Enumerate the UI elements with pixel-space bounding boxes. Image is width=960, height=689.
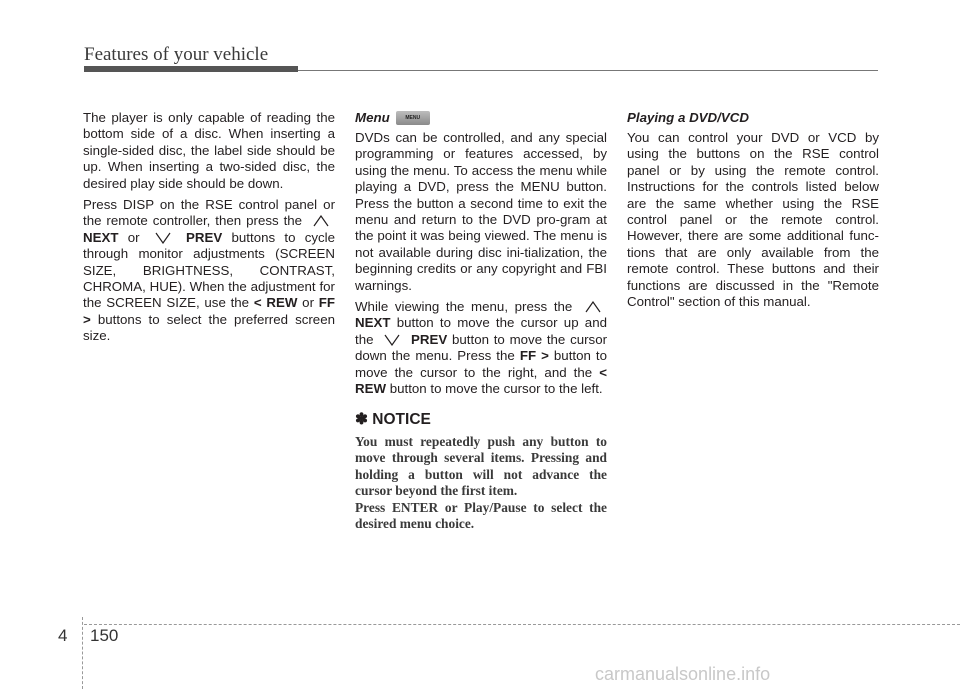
page-number: 150 bbox=[90, 626, 119, 645]
footer-rule bbox=[84, 624, 960, 625]
footer-divider bbox=[82, 617, 83, 689]
header-rule bbox=[298, 70, 878, 71]
notice-text-2: Press ENTER or Play/Pause to select the desired menu choice. bbox=[355, 499, 607, 531]
down-arrow-icon bbox=[155, 232, 171, 244]
column-1 bbox=[83, 110, 335, 350]
paragraph-disc-reading: The player is only capable of reading the bottom side of a disc. When inserting a single-sided disc, the label side should be up. When inserting a two-sided disc, the desired play side should be down. bbox=[83, 110, 335, 191]
up-arrow-icon bbox=[585, 301, 601, 313]
header-bar bbox=[84, 66, 298, 72]
menu-button-icon: MENU bbox=[396, 111, 430, 125]
down-arrow-icon bbox=[384, 334, 400, 346]
watermark: carmanualsonline.info bbox=[595, 664, 771, 684]
column-3 bbox=[627, 110, 879, 315]
paragraph-disp: Press DISP on the RSE control panel or the remote controller, then press the NEXT or PREV buttons to cycle through monitor adjustments (SCREEN SIZE, BRIGHTNESS, CONTRAST, CHROMA, HUE). When the adjustment for the SCREEN SIZE, use the < REW or FF > buttons to select the preferred screen size. bbox=[83, 197, 336, 344]
page-header-title: Features of your vehicle bbox=[84, 44, 269, 65]
playing-dvd-heading: Playing a DVD/VCD bbox=[627, 109, 749, 125]
paragraph-menu-nav: While viewing the menu, press the NEXT button to move the cursor up and the PREV button to move the cursor down the menu. Press the FF > button to move the cursor to the right, and the < REW button to move the cursor to the left. bbox=[355, 299, 608, 397]
chapter-number: 4 bbox=[58, 626, 68, 645]
notice-title: ✽ NOTICE bbox=[355, 410, 431, 428]
notice-text: You must repeatedly push any button to move through several items. Pressing and holding a button will not advance the cursor beyond the first item. bbox=[355, 433, 607, 499]
up-arrow-icon bbox=[313, 215, 329, 227]
paragraph-menu: DVDs can be controlled, and any special programming or features accessed, by using the menu. To access the menu while playing a DVD, press the MENU button. Press the button a second time to exit the menu and return to the DVD pro-gram at the point it was being viewed. The menu is not available during disc ini-tialization, the beginning credits or any copyright and FBI warnings. bbox=[355, 130, 607, 293]
column-2 bbox=[355, 110, 607, 532]
menu-heading: Menu MENU bbox=[355, 110, 607, 126]
paragraph-playing-dvd: You can control your DVD or VCD by using the buttons on the RSE control panel or by using the remote control. Instructions for the controls listed below are the same whether using the RSE control panel or the remote control. However, there are some additional func-tions that are only available from the remote control. These buttons and their functions are discussed in the "Remote Control" section of this manual. bbox=[627, 130, 879, 310]
